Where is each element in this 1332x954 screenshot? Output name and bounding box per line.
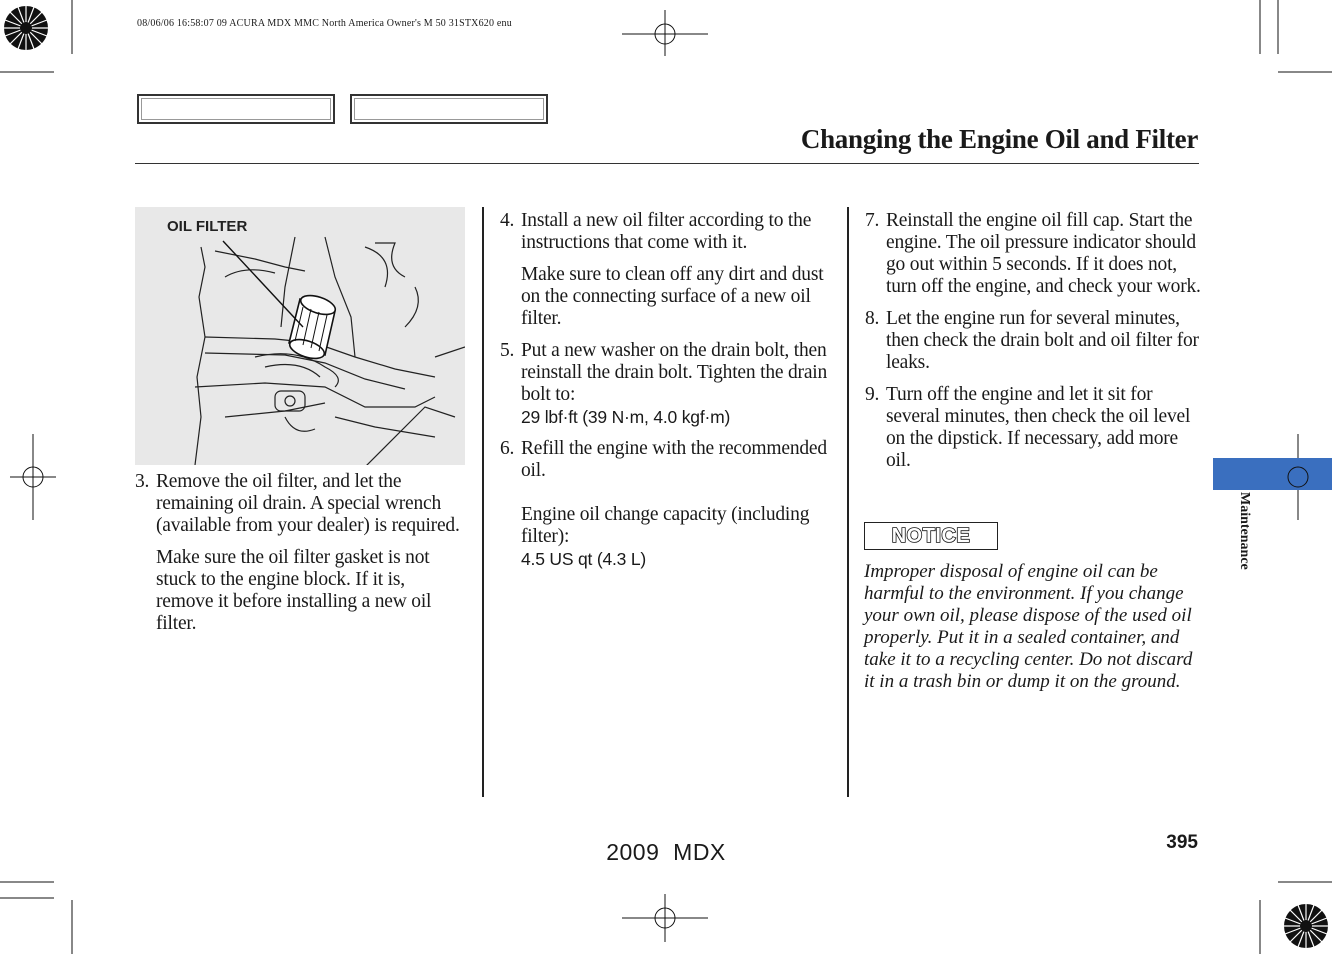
torque-spec: 29 lbf·ft (39 N·m, 4.0 kgf·m) [521, 407, 731, 427]
step-text: Remove the oil filter, and let the remaining oil drain. A special wrench (available from your dealer) is required. [156, 471, 460, 536]
capacity-block [500, 504, 834, 570]
step-number: 4. [500, 210, 515, 231]
column-divider-2 [847, 207, 849, 797]
step-text: Let the engine run for several minutes, then check the drain bolt and oil filter for leaks. [886, 308, 1199, 373]
column-3 [865, 210, 1201, 472]
capacity-label: Engine oil change capacity (including filter): [521, 504, 810, 547]
step-3 [135, 471, 465, 537]
step-number: 9. [865, 384, 880, 405]
step-5 [500, 340, 834, 428]
notice-label: NOTICE [891, 524, 971, 547]
step-8 [865, 308, 1201, 374]
step-number: 5. [500, 340, 515, 361]
title-rule [135, 163, 1199, 164]
step-text: Put a new washer on the drain bolt, then reinstall the drain bolt. Tighten the drain bolt to: [521, 340, 828, 405]
step-number: 3. [135, 471, 150, 492]
step-6 [500, 438, 834, 482]
notice-text: Improper disposal of engine oil can be harmful to the environment. If you change your own oil, please dispose of the used oil properly. Put it in a sealed container, and take it to a recycling center. Do not discard it in a trash bin or dump it on the ground. [864, 561, 1193, 692]
column-1 [135, 471, 465, 635]
step-9 [865, 384, 1201, 472]
page-number: 395 [1166, 832, 1198, 853]
page-title: Changing the Engine Oil and Filter [800, 124, 1198, 154]
step-4-note: Make sure to clean off any dirt and dust on the connecting surface of a new oil filter. [521, 264, 824, 329]
print-header: 08/06/06 16:58:07 09 ACURA MDX MMC North America Owner's M 50 31STX620 enu [137, 18, 512, 29]
sunburst-target-bottom-right [1284, 904, 1328, 948]
step-7 [865, 210, 1201, 298]
nav-button-1[interactable] [137, 94, 335, 124]
step-number: 6. [500, 438, 515, 459]
step-text: Turn off the engine and let it sit for several minutes, then check the oil level on the dipstick. If necessary, add more oil. [886, 384, 1191, 471]
step-text: Refill the engine with the recommended oil. [521, 438, 827, 481]
column-2 [500, 210, 834, 570]
capacity-value: 4.5 US qt (4.3 L) [521, 549, 646, 569]
step-3-note: Make sure the oil filter gasket is not stuck to the engine block. If it is, remove it before installing a new oil filter. [156, 547, 432, 634]
oil-filter-illustration [135, 207, 465, 465]
figure-label: OIL FILTER [167, 218, 248, 235]
step-text: Install a new oil filter according to the instructions that come with it. [521, 210, 812, 253]
step-number: 8. [865, 308, 880, 329]
step-text: Reinstall the engine oil fill cap. Start the engine. The oil pressure indicator should go out within 5 seconds. If it does not, turn off the engine, and check your work. [886, 210, 1201, 297]
sunburst-target-top-left [4, 6, 48, 50]
section-tab[interactable] [1213, 458, 1332, 490]
nav-button-2[interactable] [350, 94, 548, 124]
step-number: 7. [865, 210, 880, 231]
footer-model: 2009 MDX [606, 839, 726, 865]
section-label: Maintenance [1237, 492, 1252, 570]
step-4 [500, 210, 834, 254]
column-divider-1 [482, 207, 484, 797]
engine-drawing [135, 207, 465, 465]
notice-badge [864, 522, 998, 550]
